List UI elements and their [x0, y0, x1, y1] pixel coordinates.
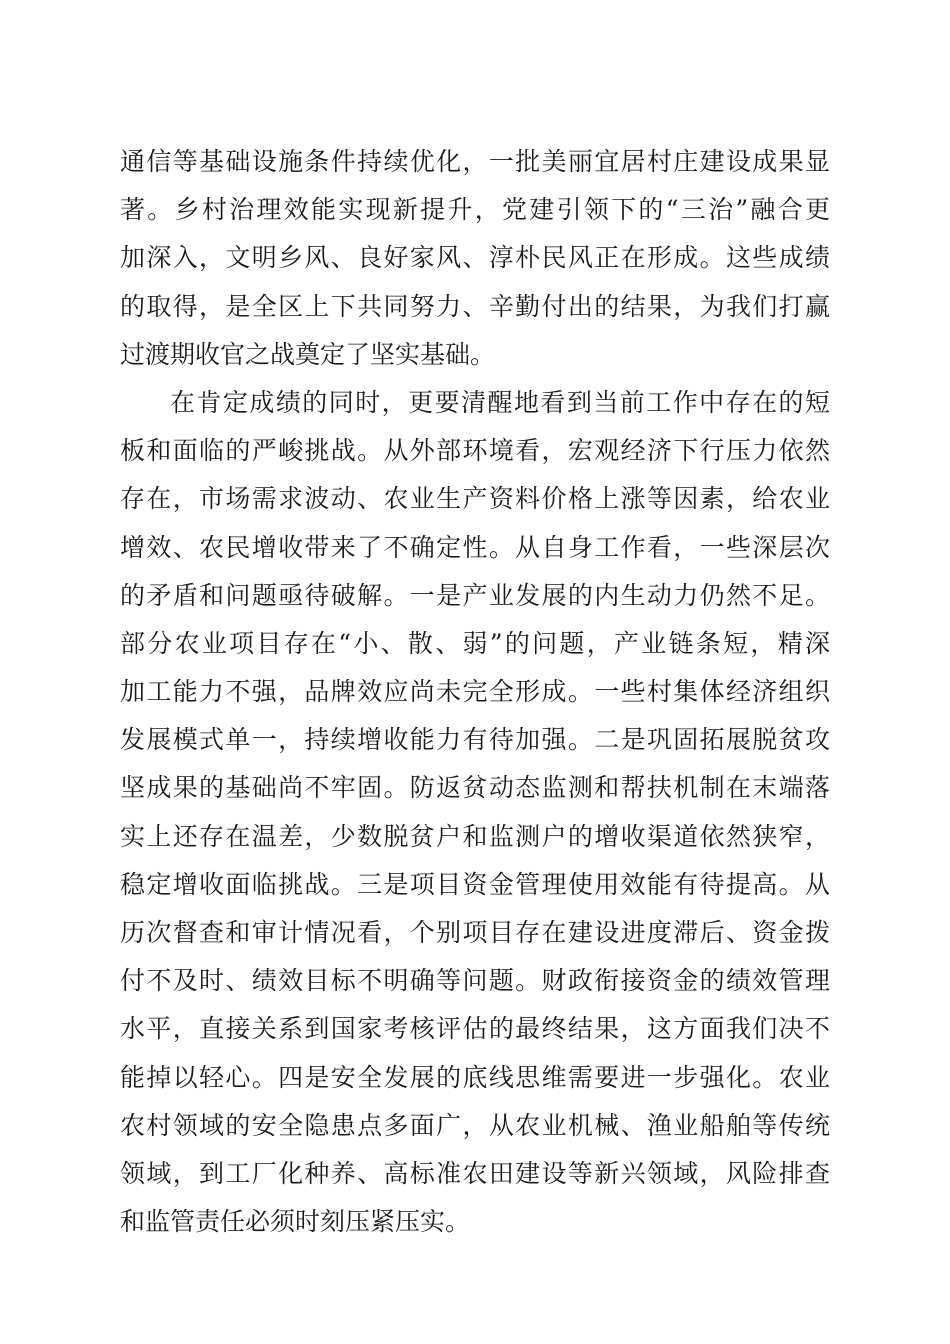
- text-line: 历次督查和审计情况看，个别项目存在建设进度滞后、资金拨: [120, 918, 830, 947]
- text-line: 的取得，是全区上下共同努力、辛勤付出的结果，为我们打赢: [120, 291, 830, 321]
- text-line: 存在，市场需求波动、农业生产资料价格上涨等因素，给农业: [120, 484, 830, 514]
- paragraph-1: [120, 138, 830, 379]
- text-line: 加工能力不强，品牌效应尚未完全形成。一些村集体经济组织: [120, 677, 830, 707]
- text-line: 坚成果的基础尚不牢固。防返贫动态监测和帮扶机制在末端落: [120, 773, 830, 803]
- text-line: 领域，到工厂化种养、高标准农田建设等新兴领域，风险排查: [120, 1158, 830, 1188]
- document-body: [120, 138, 830, 1246]
- text-line: 加深入，文明乡风、良好家风、淳朴民风正在形成。这些成绩: [120, 243, 830, 273]
- paragraph-2: [120, 379, 830, 1246]
- text-line: 和监管责任必须时刻压紧压实。: [120, 1207, 471, 1237]
- text-line: 通信等基础设施条件持续优化，一批美丽宜居村庄建设成果显: [120, 147, 830, 176]
- text-line: 发展模式单一，持续增收能力有待加强。二是巩固拓展脱贫攻: [120, 725, 830, 755]
- text-line: 的矛盾和问题亟待破解。一是产业发展的内生动力仍然不足。: [120, 580, 830, 610]
- text-line: 付不及时、绩效目标不明确等问题。财政衔接资金的绩效管理: [120, 966, 830, 996]
- text-line: 部分农业项目存在“小、散、弱”的问题，产业链条短，精深: [120, 628, 830, 658]
- text-line: 增效、农民增收带来了不确定性。从自身工作看，一些深层次: [120, 532, 830, 562]
- text-line: 板和面临的严峻挑战。从外部环境看，宏观经济下行压力依然: [120, 436, 830, 466]
- text-line: 农村领域的安全隐患点多面广，从农业机械、渔业船舶等传统: [120, 1110, 830, 1140]
- text-line: 实上还存在温差，少数脱贫户和监测户的增收渠道依然狭窄，: [120, 821, 830, 851]
- text-line: 水平，直接关系到国家考核评估的最终结果，这方面我们决不: [120, 1014, 830, 1044]
- text-line: 著。乡村治理效能实现新提升，党建引领下的“三治”融合更: [120, 195, 830, 225]
- text-line: 过渡期收官之战奠定了坚实基础。: [120, 339, 496, 369]
- text-line: 能掉以轻心。四是安全发展的底线思维需要进一步强化。农业: [120, 1062, 830, 1092]
- text-line: 在肯定成绩的同时，更要清醒地看到当前工作中存在的短: [170, 387, 830, 417]
- text-line: 稳定增收面临挑战。三是项目资金管理使用效能有待提高。从: [120, 869, 830, 899]
